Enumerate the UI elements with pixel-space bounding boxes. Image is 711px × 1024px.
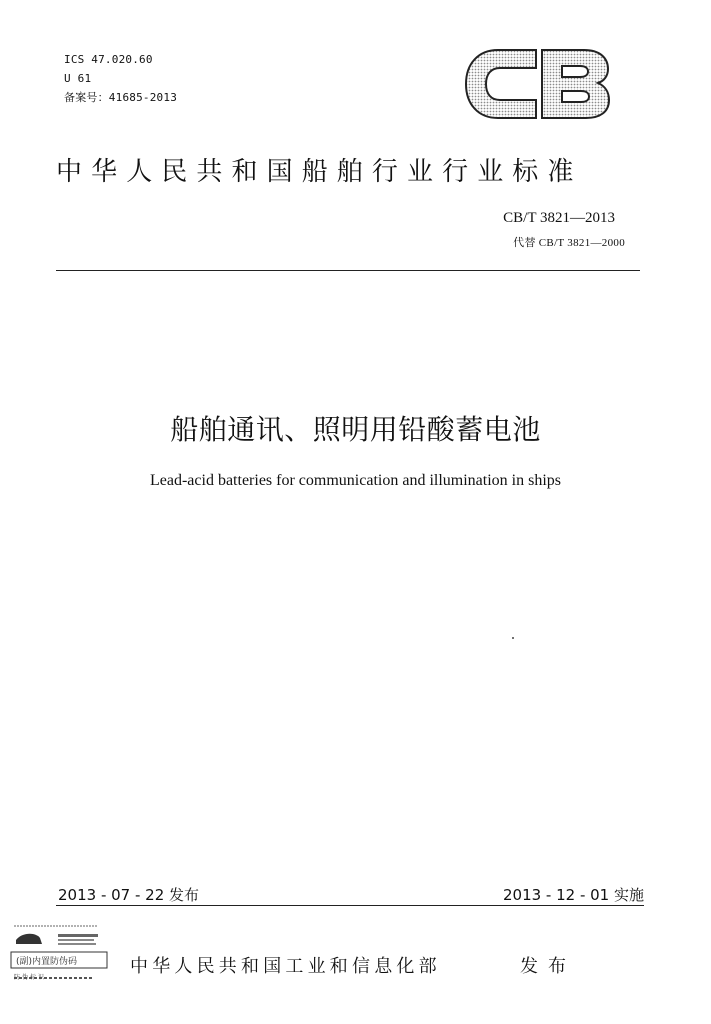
bottom-rule bbox=[56, 905, 644, 906]
standard-number: CB/T 3821—2013 bbox=[503, 210, 615, 226]
ccs-code: U 61 bbox=[64, 72, 92, 85]
implementation-date: 2013 - 12 - 01 实施 bbox=[502, 886, 644, 904]
publish-label: 发布 bbox=[520, 956, 576, 977]
ics-code: ICS 47.020.60 bbox=[64, 53, 153, 66]
top-rule bbox=[56, 270, 640, 271]
replaced-standard: 代替 CB/T 3821—2000 bbox=[513, 237, 625, 249]
issue-date: 2013 - 07 - 22 发布 bbox=[58, 886, 200, 904]
publisher: 中华人民共和国工业和信息化部 bbox=[130, 956, 441, 977]
logo-text: CB bbox=[537, 123, 539, 124]
title-chinese: 船舶通讯、照明用铅酸蓄电池 bbox=[170, 413, 541, 446]
scan-speck bbox=[512, 637, 514, 639]
cb-logo bbox=[462, 44, 612, 124]
title-english: Lead-acid batteries for communication and illumination in ships bbox=[150, 472, 561, 489]
stamp-label: 防伪标识 bbox=[14, 974, 47, 981]
standard-type: 中华人民共和国船舶行业行业标准 bbox=[56, 157, 583, 187]
stamp-code-text: (副)内置防伪码 bbox=[16, 957, 78, 967]
filing-number: 备案号：41685-2013 bbox=[64, 91, 178, 104]
